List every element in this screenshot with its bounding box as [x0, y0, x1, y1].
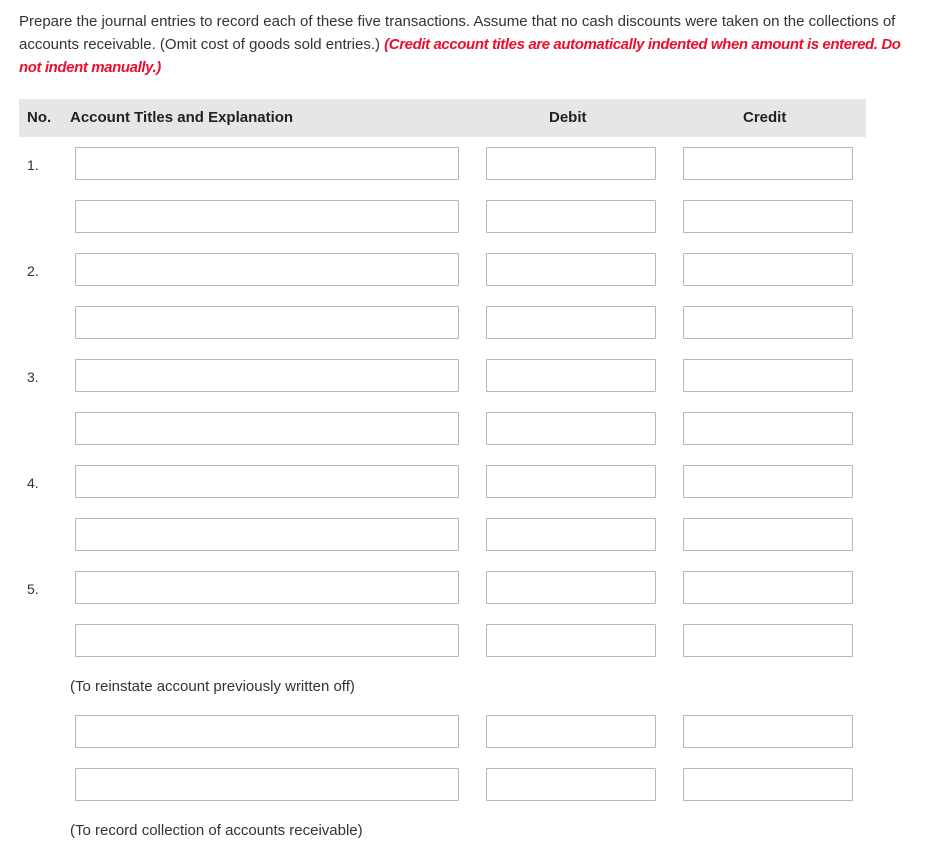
entry-number: 3.	[27, 369, 39, 385]
instructions-note: (Credit account titles are automatically indented when amount is entered. Do not indent manually.)	[19, 36, 901, 76]
account-title-input[interactable]	[75, 465, 459, 498]
debit-input[interactable]	[486, 200, 656, 233]
account-title-input[interactable]	[75, 200, 459, 233]
entry-number: 4.	[27, 475, 39, 491]
table-header	[19, 99, 866, 137]
credit-input[interactable]	[683, 359, 853, 392]
account-title-input[interactable]	[75, 518, 459, 551]
entry-number: 5.	[27, 581, 39, 597]
account-title-input[interactable]	[75, 715, 459, 748]
credit-input[interactable]	[683, 624, 853, 657]
explanation-collection: (To record collection of accounts receivable)	[70, 822, 363, 839]
instructions-text: Prepare the journal entries to record each of these five transactions. Assume that no cash discounts were taken on the collections of accounts receivable. (Omit cost of goods sold entries.)	[19, 13, 896, 53]
header-debit: Debit	[549, 109, 587, 126]
account-title-input[interactable]	[75, 768, 459, 801]
credit-input[interactable]	[683, 571, 853, 604]
credit-input[interactable]	[683, 253, 853, 286]
debit-input[interactable]	[486, 306, 656, 339]
account-title-input[interactable]	[75, 147, 459, 180]
credit-input[interactable]	[683, 715, 853, 748]
credit-input[interactable]	[683, 147, 853, 180]
explanation-reinstate: (To reinstate account previously written off)	[70, 678, 355, 695]
credit-input[interactable]	[683, 465, 853, 498]
account-title-input[interactable]	[75, 306, 459, 339]
entry-number: 1.	[27, 157, 39, 173]
credit-input[interactable]	[683, 518, 853, 551]
header-account-titles: Account Titles and Explanation	[70, 109, 294, 126]
entry-number: 2.	[27, 263, 39, 279]
credit-input[interactable]	[683, 768, 853, 801]
debit-input[interactable]	[486, 147, 656, 180]
account-title-input[interactable]	[75, 571, 459, 604]
debit-input[interactable]	[486, 412, 656, 445]
account-title-input[interactable]	[75, 253, 459, 286]
debit-input[interactable]	[486, 571, 656, 604]
credit-input[interactable]	[683, 200, 853, 233]
debit-input[interactable]	[486, 624, 656, 657]
account-title-input[interactable]	[75, 412, 459, 445]
account-title-input[interactable]	[75, 359, 459, 392]
debit-input[interactable]	[486, 465, 656, 498]
account-title-input[interactable]	[75, 624, 459, 657]
debit-input[interactable]	[486, 768, 656, 801]
debit-input[interactable]	[486, 253, 656, 286]
debit-input[interactable]	[486, 715, 656, 748]
credit-input[interactable]	[683, 412, 853, 445]
debit-input[interactable]	[486, 359, 656, 392]
debit-input[interactable]	[486, 518, 656, 551]
header-no: No.	[27, 109, 52, 126]
header-credit: Credit	[743, 109, 787, 126]
instructions	[19, 10, 919, 79]
credit-input[interactable]	[683, 306, 853, 339]
